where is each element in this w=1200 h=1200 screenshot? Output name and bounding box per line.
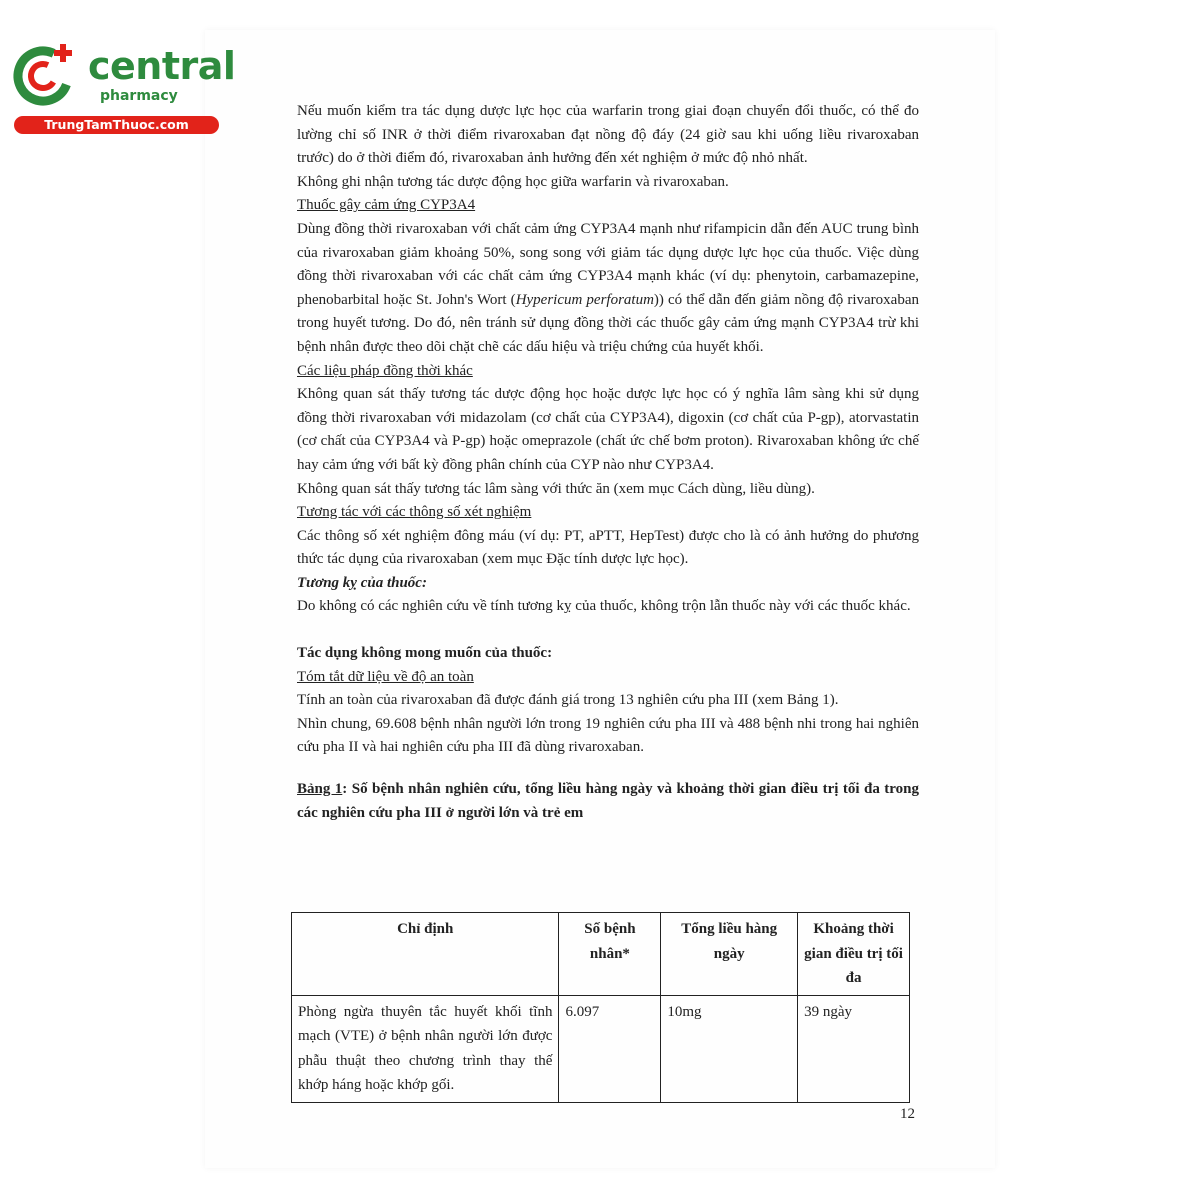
paragraph-other-therapies: Không quan sát thấy tương tác dược động học hoặc dược lực học có ý nghĩa lâm sàng khi sử dụng đồng thời rivaroxaban với midazolam (cơ chất của CYP3A4), digoxin (cơ chất của P-gp), atorvastatin (cơ chất của CYP3A4 và P-gp) hoặc omeprazole (chất ức chế bơm proton). Rivaroxaban không ức chế hay cảm ứng với bất kỳ đồng phân chính của CYP nào như CYP3A4. <box>297 386 919 473</box>
heading-other-therapies: Các liệu pháp đồng thời khác <box>297 362 473 379</box>
paragraph-food: Không quan sát thấy tương tác lâm sàng với thức ăn (xem mục Cách dùng, liều dùng). <box>297 480 815 497</box>
table-header-cell: Chỉ định <box>292 913 559 996</box>
paragraph-lab: Các thông số xét nghiệm đông máu (ví dụ: PT, aPTT, HepTest) được cho là có ảnh hưởng do phương thức tác dụng của rivaroxaban (xem mục Đặc tính dược lực học). <box>297 527 919 568</box>
central-pharmacy-logo-icon <box>10 38 80 108</box>
table-cell: 6.097 <box>559 995 661 1102</box>
table-cell: 10mg <box>661 995 798 1102</box>
heading-incompatibility: Tương kỵ của thuốc: <box>297 574 427 591</box>
paragraph-cyp3a4-part2: )) có thể dẫn đến giảm nồng độ rivaroxaban trong huyết tương. Do đó, nên tránh sử dụng đồng thời các thuốc gây cảm ứng mạnh CYP3A4 trừ khi bệnh nhân được theo dõi chặt chẽ các dấu hiệu và triệu chứng của huyết khối. <box>297 291 919 355</box>
paragraph-cyp3a4 <box>297 218 919 360</box>
table-1 <box>291 912 910 1103</box>
table-caption-text: : Số bệnh nhân nghiên cứu, tổng liều hàng ngày và khoảng thời gian điều trị tối đa trong các nghiên cứu pha III ở người lớn và trẻ em <box>297 781 919 821</box>
brand-logo <box>10 38 236 138</box>
table-caption-label: Bảng 1 <box>297 781 343 798</box>
heading-safety-summary: Tóm tắt dữ liệu về độ an toàn <box>297 668 474 685</box>
table-header-cell: Số bệnh nhân* <box>559 913 661 996</box>
paragraph-cyp3a4-part1: Dùng đồng thời rivaroxaban với chất cảm ứng CYP3A4 mạnh như rifampicin dẫn đến AUC trung bình của rivaroxaban giảm khoảng 50%, song song với giảm tác dụng dược lực học của thuốc. Việc dùng đồng thời rivaroxaban với các chất cảm ứng CYP3A4 mạnh khác (ví dụ: phenytoin, carbamazepine, phenobarbital hoặc St. John's Wort ( <box>297 220 919 308</box>
paragraph-incompatibility: Do không có các nghiên cứu về tính tương kỵ của thuốc, không trộn lẫn thuốc này với các thuốc khác. <box>297 598 911 615</box>
page-number: 12 <box>900 1106 915 1122</box>
heading-adverse-effects: Tác dụng không mong muốn của thuốc: <box>297 645 553 662</box>
paragraph-safety-1: Tính an toàn của rivaroxaban đã được đánh giá trong 13 nghiên cứu pha III (xem Bảng 1). <box>297 692 839 709</box>
paragraph-warfarin: Không ghi nhận tương tác dược động học giữa warfarin và rivaroxaban. <box>297 173 729 190</box>
paragraph-safety-2: Nhìn chung, 69.608 bệnh nhân người lớn trong 19 nghiên cứu pha III và 488 bệnh nhi trong hai nghiên cứu pha II và hai nghiên cứu pha III đã dùng rivaroxaban. <box>297 715 919 756</box>
document-body <box>297 100 919 825</box>
logo-sub-text: pharmacy <box>100 88 178 104</box>
table-header-row <box>292 913 910 996</box>
table-cell: Phòng ngừa thuyên tắc huyết khối tĩnh mạch (VTE) ở bệnh nhân người lớn được phẫu thuật theo chương trình thay thế khớp háng hoặc khớp gối. <box>292 995 559 1102</box>
logo-brand-text: central <box>88 44 236 88</box>
table-row <box>292 995 910 1102</box>
paragraph-inr: Nếu muốn kiểm tra tác dụng dược lực học của warfarin trong giai đoạn chuyển đổi thuốc, có thể đo lường chỉ số INR ở thời điểm rivaroxaban đạt nồng độ đáy (24 giờ sau khi uống liều rivaroxaban trước) do ở thời điểm đó, rivaroxaban ảnh hưởng đến xét nghiệm ở mức độ nhỏ nhất. <box>297 103 919 167</box>
logo-url-badge: TrungTamThuoc.com <box>14 116 219 134</box>
table-caption <box>297 778 919 825</box>
table-header-cell: Tổng liều hàng ngày <box>661 913 798 996</box>
table-cell: 39 ngày <box>798 995 910 1102</box>
heading-lab-interactions: Tương tác với các thông số xét nghiệm <box>297 504 532 521</box>
table-header-cell: Khoảng thời gian điều trị tối đa <box>798 913 910 996</box>
heading-cyp3a4-inducers: Thuốc gây cảm ứng CYP3A4 <box>297 197 476 214</box>
paragraph-cyp3a4-italic: Hypericum perforatum <box>515 291 654 308</box>
